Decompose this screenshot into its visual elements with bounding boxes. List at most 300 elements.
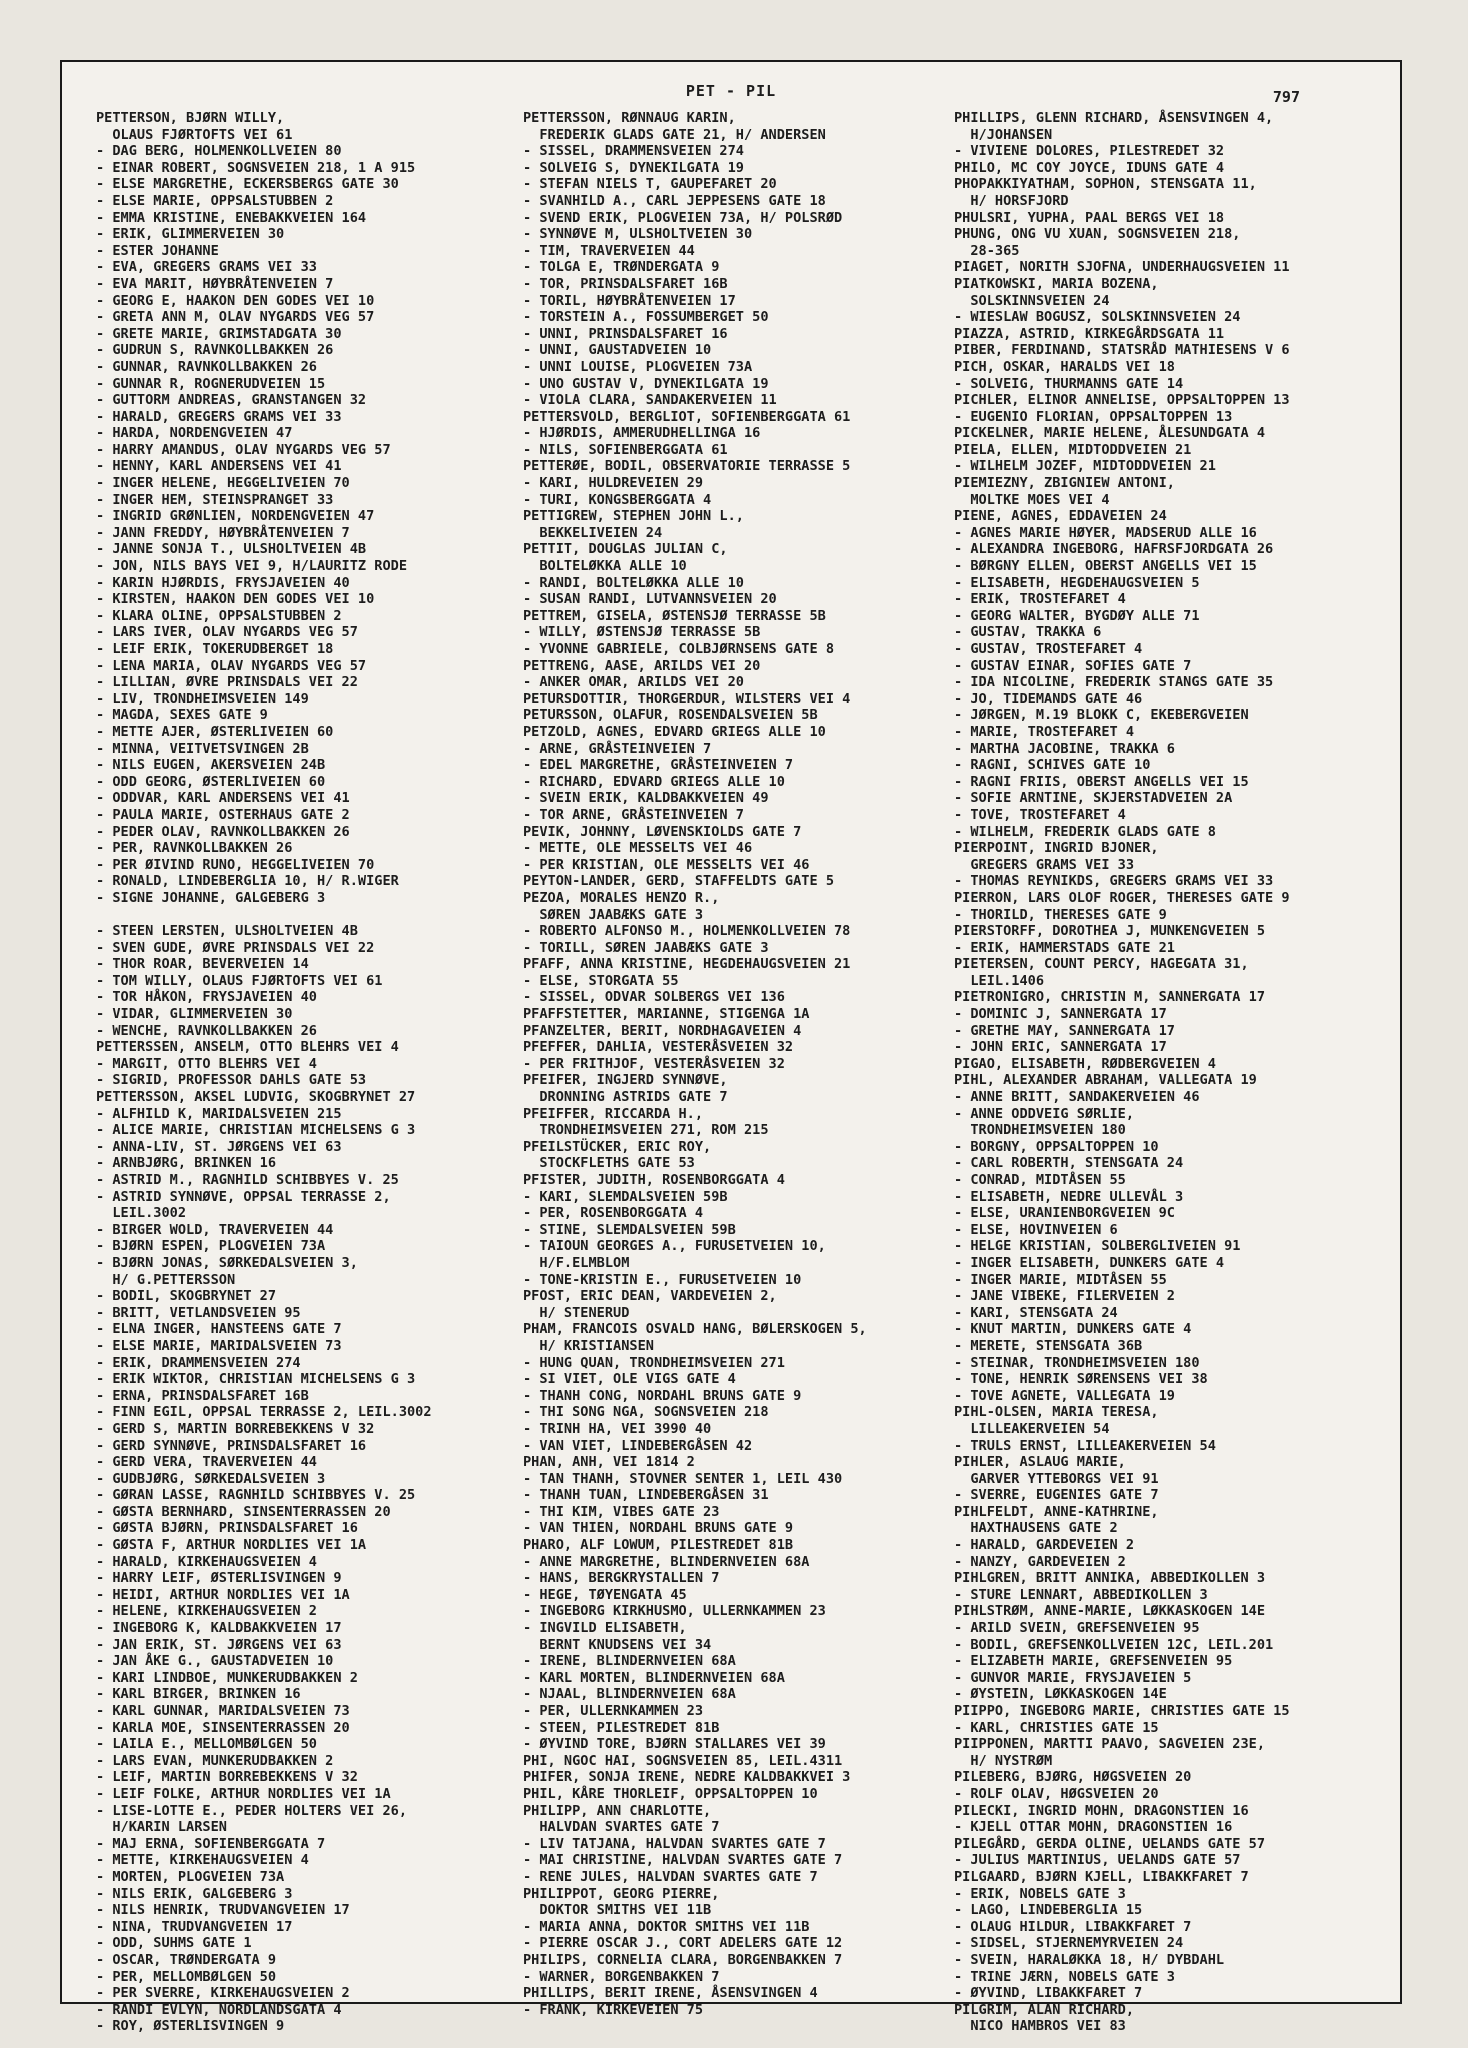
directory-page — [62, 62, 1400, 2035]
directory-entry: - ERIK, GLIMMERVEIEN 30 — [96, 226, 285, 243]
directory-entry: STOCKFLETHS GATE 53 — [523, 1155, 695, 1172]
directory-entry: - WILLY, ØSTENSJØ TERRASSE 5B — [523, 624, 761, 641]
directory-entry: - LIV, TRONDHEIMSVEIEN 149 — [96, 690, 309, 707]
directory-entry: - ALEXANDRA INGEBORG, HAFRSFJORDGATA 26 — [954, 541, 1274, 558]
directory-entry: LILLEAKERVEIEN 54 — [954, 1420, 1110, 1437]
directory-entry: - TORIL, HØYBRÅTENVEIEN 17 — [523, 292, 736, 309]
directory-entry: - GEORG WALTER, BYGDØY ALLE 71 — [954, 607, 1200, 624]
directory-entry: PILECKI, INGRID MOHN, DRAGONSTIEN 16 — [954, 1802, 1249, 1819]
directory-entry: SOLSKINNSVEIEN 24 — [954, 292, 1110, 309]
directory-entry: - MAJ ERNA, SOFIENBERGGATA 7 — [96, 1835, 326, 1852]
directory-entry: - HENNY, KARL ANDERSENS VEI 41 — [96, 458, 342, 475]
directory-entry: - FINN EGIL, OPPSAL TERRASSE 2, LEIL.3002 — [96, 1404, 432, 1421]
directory-entry: PILGRIM, ALAN RICHARD, — [954, 2001, 1135, 2018]
directory-entry: PETTREM, GISELA, ØSTENSJØ TERRASSE 5B — [523, 607, 826, 624]
directory-entry: PIHL, ALEXANDER ABRAHAM, VALLEGATA 19 — [954, 1072, 1257, 1089]
directory-entry: - GERD SYNNØVE, PRINSDALSFARET 16 — [96, 1437, 367, 1454]
directory-entry: - STEEN LERSTEN, ULSHOLTVEIEN 4B — [96, 923, 358, 940]
directory-entry: - TONE-KRISTIN E., FURUSETVEIEN 10 — [523, 1271, 802, 1288]
directory-entry: - GØRAN LASSE, RAGNHILD SCHIBBYES V. 25 — [96, 1487, 416, 1504]
directory-entry: - VIOLA CLARA, SANDAKERVEIEN 11 — [523, 392, 777, 409]
directory-entry: - STEFAN NIELS T, GAUPEFARET 20 — [523, 176, 777, 193]
directory-entry: - THI SONG NGA, SOGNSVEIEN 218 — [523, 1404, 769, 1421]
directory-entry: PHIL, KÅRE THORLEIF, OPPSALTOPPEN 10 — [523, 1785, 818, 1802]
directory-entry: - LARS IVER, OLAV NYGARDS VEG 57 — [96, 624, 358, 641]
directory-entry: - SOLVEIG S, DYNEKILGATA 19 — [523, 159, 744, 176]
directory-entry: - AGNES MARIE HØYER, MADSERUD ALLE 16 — [954, 524, 1257, 541]
directory-entry: - LEIF ERIK, TOKERUDBERGET 18 — [96, 641, 334, 657]
directory-entry: - INGER HELENE, HEGGELIVEIEN 70 — [96, 475, 350, 492]
directory-entry: SØREN JAABÆKS GATE 3 — [523, 906, 704, 923]
directory-entry: - ALICE MARIE, CHRISTIAN MICHELSENS G 3 — [96, 1122, 416, 1139]
directory-entry: - STINE, SLEMDALSVEIEN 59B — [523, 1221, 736, 1238]
directory-entry: BEKKELIVEIEN 24 — [523, 524, 663, 541]
directory-entry: PIHL-OLSEN, MARIA TERESA, — [954, 1404, 1159, 1421]
directory-entry: PETURSSON, OLAFUR, ROSENDALSVEIEN 5B — [523, 707, 818, 724]
directory-entry: - ANNE MARGRETHE, BLINDERNVEIEN 68A — [523, 1553, 810, 1570]
directory-entry: - TOR ARNE, GRÅSTEINVEIEN 7 — [523, 806, 744, 823]
directory-entry: - JANN FREDDY, HØYBRÅTENVEIEN 7 — [96, 524, 350, 541]
directory-entry: - SVERRE, EUGENIES GATE 7 — [954, 1487, 1159, 1504]
directory-entry: - KARI, STENSGATA 24 — [954, 1304, 1118, 1321]
directory-entry: PHAN, ANH, VEI 1814 2 — [523, 1454, 695, 1471]
directory-entry: PHILO, MC COY JOYCE, IDUNS GATE 4 — [954, 159, 1225, 176]
directory-entry: - NILS HENRIK, TRUDVANGVEIEN 17 — [96, 1902, 350, 1919]
directory-entry: - SISSEL, ODVAR SOLBERGS VEI 136 — [523, 989, 785, 1006]
directory-entry: - TRINH HA, VEI 3990 40 — [523, 1420, 712, 1437]
directory-entry: - TOR, PRINSDALSFARET 16B — [523, 275, 728, 292]
directory-entry: - SVEND ERIK, PLOGVEIEN 73A, H/ POLSRØD — [523, 209, 843, 226]
directory-entry: - HELENE, KIRKEHAUGSVEIEN 2 — [96, 1603, 317, 1620]
directory-entry: PETTERSSON, RØNNAUG KARIN, — [523, 110, 736, 126]
directory-entry: - ERIK, NOBELS GATE 3 — [954, 1885, 1126, 1902]
directory-entry: - ELSE, HOVINVEIEN 6 — [954, 1221, 1118, 1238]
directory-entry: PFISTER, JUDITH, ROSENBORGGATA 4 — [523, 1172, 785, 1188]
directory-entry: PIHLER, ASLAUG MARIE, — [954, 1454, 1126, 1471]
directory-entry: - ALFHILD K, MARIDALSVEIEN 215 — [96, 1105, 342, 1122]
directory-entry: - OSCAR, TRØNDERGATA 9 — [96, 1951, 277, 1968]
directory-entry: - MAI CHRISTINE, HALVDAN SVARTES GATE 7 — [523, 1852, 843, 1869]
directory-entry: PFAFFSTETTER, MARIANNE, STIGENGA 1A — [523, 1006, 810, 1023]
directory-entry: - ELSE, URANIENBORGVEIEN 9C — [954, 1205, 1175, 1222]
directory-entry: - SYNNØVE M, ULSHOLTVEIEN 30 — [523, 226, 753, 243]
column-1 — [96, 110, 516, 2035]
directory-entry: - UNNI LOUISE, PLOGVEIEN 73A — [523, 358, 753, 375]
directory-entry: PHILIPS, CORNELIA CLARA, BORGENBAKKEN 7 — [523, 1951, 843, 1968]
directory-entry: - THANH CONG, NORDAHL BRUNS GATE 9 — [523, 1387, 802, 1404]
directory-entry: - METTE, KIRKEHAUGSVEIEN 4 — [96, 1852, 309, 1869]
directory-entry: - HANS, BERGKRYSTALLEN 7 — [523, 1570, 720, 1587]
directory-entry: - PER ØIVIND RUNO, HEGGELIVEIEN 70 — [96, 856, 375, 873]
directory-entry: - GØSTA F, ARTHUR NORDLIES VEI 1A — [96, 1537, 367, 1554]
directory-entry: PETTERSSEN, ANSELM, OTTO BLEHRS VEI 4 — [96, 1039, 399, 1056]
directory-entry: PETTERSON, BJØRN WILLY, — [96, 110, 285, 126]
directory-entry: - GUDRUN S, RAVNKOLLBAKKEN 26 — [96, 342, 334, 359]
directory-entry: - MINNA, VEITVETSVINGEN 2B — [96, 740, 309, 757]
directory-entry: H/ HORSFJORD — [954, 192, 1069, 209]
directory-entry: OLAUS FJØRTOFTS VEI 61 — [96, 126, 293, 143]
directory-entry: - INGER ELISABETH, DUNKERS GATE 4 — [954, 1254, 1225, 1271]
directory-entry: - ARNE, GRÅSTEINVEIEN 7 — [523, 740, 712, 757]
directory-entry: - LEIF, MARTIN BORREBEKKENS V 32 — [96, 1769, 358, 1786]
directory-entry: - PER SVERRE, KIRKEHAUGSVEIEN 2 — [96, 1985, 350, 2002]
directory-entry: - GERD VERA, TRAVERVEIEN 44 — [96, 1454, 317, 1471]
directory-entry: - HARALD, GREGERS GRAMS VEI 33 — [96, 408, 342, 425]
directory-entry: - THOR ROAR, BEVERVEIEN 14 — [96, 956, 309, 973]
column-3 — [954, 110, 1374, 2035]
directory-entry: PHOPAKKIYATHAM, SOPHON, STENSGATA 11, — [954, 176, 1257, 193]
directory-entry: PIATKOWSKI, MARIA BOZENA, — [954, 275, 1159, 292]
directory-entry: PIHLFELDT, ANNE-KATHRINE, — [954, 1503, 1159, 1520]
directory-entry: PHAM, FRANCOIS OSVALD HANG, BØLERSKOGEN 5, — [523, 1321, 867, 1338]
directory-entry: - PER, MELLOMBØLGEN 50 — [96, 1968, 277, 1985]
directory-entry: - JAN ERIK, ST. JØRGENS VEI 63 — [96, 1636, 342, 1653]
directory-entry: NICO HAMBROS VEI 83 — [954, 2018, 1126, 2035]
directory-entry: - SVEIN ERIK, KALDBAKKVEIEN 49 — [523, 790, 769, 807]
directory-entry: - ANNE ODDVEIG SØRLIE, — [954, 1105, 1135, 1122]
directory-entry: - HARDA, NORDENGVEIEN 47 — [96, 425, 293, 442]
directory-entry: - NILS ERIK, GALGEBERG 3 — [96, 1885, 293, 1902]
directory-entry: - LILLIAN, ØVRE PRINSDALS VEI 22 — [96, 674, 358, 691]
directory-entry: LEIL.3002 — [96, 1205, 187, 1222]
directory-entry: - YVONNE GABRIELE, COLBJØRNSENS GATE 8 — [523, 641, 834, 657]
directory-entry: - NILS EUGEN, AKERSVEIEN 24B — [96, 757, 326, 774]
directory-entry: - PER, ROSENBORGGATA 4 — [523, 1205, 704, 1222]
directory-entry: - SUSAN RANDI, LUTVANNSVEIEN 20 — [523, 591, 777, 608]
directory-entry: - STEEN, PILESTREDET 81B — [523, 1719, 720, 1736]
directory-entry: PIERPOINT, INGRID BJONER, — [954, 840, 1159, 857]
directory-entry: - GØSTA BERNHARD, SINSENTERRASSEN 20 — [96, 1503, 391, 1520]
directory-entry: - KNUT MARTIN, DUNKERS GATE 4 — [954, 1321, 1192, 1338]
directory-entry: - MORTEN, PLOGVEIEN 73A — [96, 1868, 285, 1885]
directory-entry: 28-365 — [954, 242, 1020, 259]
directory-entry: - MARIE, TROSTEFARET 4 — [954, 723, 1135, 740]
directory-entry: BOLTELØKKA ALLE 10 — [523, 558, 687, 575]
directory-entry: - NILS, SOFIENBERGGATA 61 — [523, 441, 728, 458]
directory-entry: PIETERSEN, COUNT PERCY, HAGEGATA 31, — [954, 956, 1249, 973]
directory-entry: - WILHELM JOZEF, MIDTODDVEIEN 21 — [954, 458, 1216, 475]
directory-entry: - TAN THANH, STOVNER SENTER 1, LEIL 430 — [523, 1470, 843, 1487]
directory-entry: - SISSEL, DRAMMENSVEIEN 274 — [523, 143, 744, 160]
directory-entry: - HEGE, TØYENGATA 45 — [523, 1586, 687, 1603]
column-gap — [96, 907, 516, 924]
directory-entry: - BORGNY, OPPSALTOPPEN 10 — [954, 1138, 1159, 1155]
directory-entry: DRONNING ASTRIDS GATE 7 — [523, 1089, 728, 1106]
directory-entry: - SOLVEIG, THURMANNS GATE 14 — [954, 375, 1184, 392]
directory-entry: - ERIK WIKTOR, CHRISTIAN MICHELSENS G 3 — [96, 1371, 416, 1388]
directory-entry: HALVDAN SVARTES GATE 7 — [523, 1819, 720, 1836]
directory-entry: - EMMA KRISTINE, ENEBAKKVEIEN 164 — [96, 209, 367, 226]
directory-entry: PIENE, AGNES, EDDAVEIEN 24 — [954, 508, 1167, 525]
directory-entry: PHIFER, SONJA IRENE, NEDRE KALDBAKKVEI 3 — [523, 1769, 851, 1786]
directory-entry: H/ G.PETTERSSON — [96, 1271, 236, 1288]
directory-entry: - FRANK, KIRKEVEIEN 75 — [523, 2001, 704, 2018]
directory-entry: - TIM, TRAVERVEIEN 44 — [523, 242, 695, 259]
directory-entry: - ØYVIND, LIBAKKFARET 7 — [954, 1985, 1143, 2002]
directory-entry: - EDEL MARGRETHE, GRÅSTEINVEIEN 7 — [523, 757, 794, 774]
directory-entry: - MARTHA JACOBINE, TRAKKA 6 — [954, 740, 1175, 757]
directory-entry: PETTIGREW, STEPHEN JOHN L., — [523, 508, 744, 525]
directory-entry: PFEIFER, INGJERD SYNNØVE, — [523, 1072, 728, 1089]
directory-entry: - ANKER OMAR, ARILDS VEI 20 — [523, 674, 744, 691]
directory-entry: - ØYVIND TORE, BJØRN STALLARES VEI 39 — [523, 1736, 826, 1753]
directory-entry: - GRETHE MAY, SANNERGATA 17 — [954, 1022, 1175, 1039]
directory-entry: - GUSTAV, TROSTEFARET 4 — [954, 641, 1143, 657]
directory-entry: - METTE, OLE MESSELTS VEI 46 — [523, 840, 753, 857]
directory-entry: - TOVE AGNETE, VALLEGATA 19 — [954, 1387, 1175, 1404]
directory-entry: - WIESLAW BOGUSZ, SOLSKINNSVEIEN 24 — [954, 309, 1241, 326]
directory-entry: - RENE JULES, HALVDAN SVARTES GATE 7 — [523, 1868, 818, 1885]
directory-entry: - EVA, GREGERS GRAMS VEI 33 — [96, 259, 317, 276]
directory-entry: - BJØRN ESPEN, PLOGVEIEN 73A — [96, 1238, 326, 1255]
directory-entry: - ELSE MARIE, OPPSALSTUBBEN 2 — [96, 192, 334, 209]
directory-entry: H/F.ELMBLOM — [523, 1254, 630, 1271]
directory-entry: GARVER YTTEBORGS VEI 91 — [954, 1470, 1159, 1487]
directory-entry: PFEIFFER, RICCARDA H., — [523, 1105, 704, 1122]
directory-entry: - HARALD, GARDEVEIEN 2 — [954, 1537, 1135, 1554]
directory-entry: - WENCHE, RAVNKOLLBAKKEN 26 — [96, 1022, 317, 1039]
directory-entry: - TORILL, SØREN JAABÆKS GATE 3 — [523, 939, 769, 956]
directory-entry: - BRITT, VETLANDSVEIEN 95 — [96, 1304, 301, 1321]
directory-entry: H/JOHANSEN — [954, 126, 1053, 143]
directory-entry: - KARI, SLEMDALSVEIEN 59B — [523, 1188, 728, 1205]
directory-entry: - HARRY LEIF, ØSTERLISVINGEN 9 — [96, 1570, 342, 1587]
directory-entry: MOLTKE MOES VEI 4 — [954, 491, 1110, 508]
directory-entry: - ODD GEORG, ØSTERLIVEIEN 60 — [96, 773, 326, 790]
directory-entry: - ELNA INGER, HANSTEENS GATE 7 — [96, 1321, 342, 1338]
directory-entry: PEYTON-LANDER, GERD, STAFFELDTS GATE 5 — [523, 873, 834, 890]
directory-entry: - MARGIT, OTTO BLEHRS VEI 4 — [96, 1055, 317, 1072]
directory-entry: - THOMAS REYNIKDS, GREGERS GRAMS VEI 33 — [954, 873, 1274, 890]
directory-entry: - TONE, HENRIK SØRENSENS VEI 38 — [954, 1371, 1208, 1388]
directory-entry: - RAGNI, SCHIVES GATE 10 — [954, 757, 1151, 774]
directory-entry: - IDA NICOLINE, FREDERIK STANGS GATE 35 — [954, 674, 1274, 691]
directory-entry: H/KARIN LARSEN — [96, 1819, 227, 1836]
directory-entry: - RANDI, BOLTELØKKA ALLE 10 — [523, 574, 744, 591]
directory-entry: - PAULA MARIE, OSTERHAUS GATE 2 — [96, 806, 350, 823]
directory-entry: PHARO, ALF LOWUM, PILESTREDET 81B — [523, 1537, 794, 1554]
directory-entry: - STURE LENNART, ABBEDIKOLLEN 3 — [954, 1586, 1208, 1603]
directory-entry: - RICHARD, EDVARD GRIEGS ALLE 10 — [523, 773, 785, 790]
directory-entry: - LEIF FOLKE, ARTHUR NORDLIES VEI 1A — [96, 1785, 391, 1802]
directory-entry: PHUNG, ONG VU XUAN, SOGNSVEIEN 218, — [954, 226, 1241, 243]
directory-entry: - ODDVAR, KARL ANDERSENS VEI 41 — [96, 790, 350, 807]
directory-entry: PIEMIEZNY, ZBIGNIEW ANTONI, — [954, 475, 1175, 492]
directory-entry: - GUNNAR R, ROGNERUDVEIEN 15 — [96, 375, 326, 392]
directory-entry: - CARL ROBERTH, STENSGATA 24 — [954, 1155, 1184, 1172]
directory-entry: - MAGDA, SEXES GATE 9 — [96, 707, 268, 724]
directory-entry: - ODD, SUHMS GATE 1 — [96, 1935, 252, 1952]
directory-entry: - BØRGNY ELLEN, OBERST ANGELLS VEI 15 — [954, 558, 1257, 575]
directory-entry: - SVANHILD A., CARL JEPPESENS GATE 18 — [523, 192, 826, 209]
directory-entry: PIGAO, ELISABETH, RØDBERGVEIEN 4 — [954, 1055, 1216, 1072]
directory-entry: - KIRSTEN, HAAKON DEN GODES VEI 10 — [96, 591, 375, 608]
directory-entry: - NJAAL, BLINDERNVEIEN 68A — [523, 1686, 736, 1703]
directory-entry: - GRETE MARIE, GRIMSTADGATA 30 — [96, 325, 342, 342]
directory-entry: - UNO GUSTAV V, DYNEKILGATA 19 — [523, 375, 769, 392]
directory-entry: - WARNER, BORGENBAKKEN 7 — [523, 1968, 720, 1985]
directory-entry: - EVA MARIT, HØYBRÅTENVEIEN 7 — [96, 275, 334, 292]
directory-entry: PETTIT, DOUGLAS JULIAN C, — [523, 541, 728, 558]
directory-entry: - INGER MARIE, MIDTÅSEN 55 — [954, 1271, 1167, 1288]
directory-entry: PHILLIPS, GLENN RICHARD, ÅSENSVINGEN 4, — [954, 110, 1274, 126]
directory-entry: - HJØRDIS, AMMERUDHELLINGA 16 — [523, 425, 761, 442]
directory-entry: - TURI, KONGSBERGGATA 4 — [523, 491, 712, 508]
directory-entry: - VIDAR, GLIMMERVEIEN 30 — [96, 1006, 293, 1023]
directory-entry: - LAILA E., MELLOMBØLGEN 50 — [96, 1736, 317, 1753]
directory-entry: - ANNA-LIV, ST. JØRGENS VEI 63 — [96, 1138, 342, 1155]
directory-entry: - GØSTA BJØRN, PRINSDALSFARET 16 — [96, 1520, 358, 1537]
directory-entry: - ELSE MARIE, MARIDALSVEIEN 73 — [96, 1337, 342, 1354]
directory-entry: - BJØRN JONAS, SØRKEDALSVEIEN 3, — [96, 1254, 358, 1271]
directory-entry: PIIPPO, INGEBORG MARIE, CHRISTIES GATE 15 — [954, 1703, 1290, 1719]
directory-entry: - BODIL, GREFSENKOLLVEIEN 12C, LEIL.201 — [954, 1636, 1274, 1653]
directory-entry: - ANNE BRITT, SANDAKERVEIEN 46 — [954, 1089, 1200, 1106]
directory-entry: PIIPPONEN, MARTTI PAAVO, SAGVEIEN 23E, — [954, 1736, 1265, 1753]
directory-entry: - MARIA ANNA, DOKTOR SMITHS VEI 11B — [523, 1918, 810, 1935]
directory-entry: - PER KRISTIAN, OLE MESSELTS VEI 46 — [523, 856, 810, 873]
directory-entry: PFOST, ERIC DEAN, VARDEVEIEN 2, — [523, 1288, 777, 1305]
directory-entry: - TOLGA E, TRØNDERGATA 9 — [523, 259, 720, 276]
directory-entry: - INGVILD ELISABETH, — [523, 1620, 687, 1637]
directory-entry: PHILIPP, ANN CHARLOTTE, — [523, 1802, 712, 1819]
directory-entry: - TORSTEIN A., FOSSUMBERGET 50 — [523, 309, 769, 326]
directory-entry: LEIL.1406 — [954, 972, 1045, 989]
directory-entry: - WILHELM, FREDERIK GLADS GATE 8 — [954, 823, 1216, 840]
directory-entry: - VAN VIET, LINDEBERGÅSEN 42 — [523, 1437, 753, 1454]
directory-entry: - RAGNI FRIIS, OBERST ANGELLS VEI 15 — [954, 773, 1249, 790]
directory-entry: PICKELNER, MARIE HELENE, ÅLESUNDGATA 4 — [954, 425, 1265, 442]
directory-entry: PIAGET, NORITH SJOFNA, UNDERHAUGSVEIEN 11 — [954, 259, 1290, 276]
directory-entry: - GERD S, MARTIN BORREBEKKENS V 32 — [96, 1420, 375, 1437]
directory-entry: PETTERSVOLD, BERGLIOT, SOFIENBERGGATA 61 — [523, 408, 851, 425]
directory-entry: - ERIK, TROSTEFARET 4 — [954, 591, 1126, 608]
directory-entry: - PER FRITHJOF, VESTERÅSVEIEN 32 — [523, 1055, 785, 1072]
directory-entry: - UNNI, PRINSDALSFARET 16 — [523, 325, 728, 342]
directory-entry: - GUTTORM ANDREAS, GRANSTANGEN 32 — [96, 392, 367, 409]
directory-entry: - STEINAR, TRONDHEIMSVEIEN 180 — [954, 1354, 1200, 1371]
directory-entry: BERNT KNUDSENS VEI 34 — [523, 1636, 712, 1653]
directory-entry: - TOVE, TROSTEFARET 4 — [954, 806, 1126, 823]
directory-entry: - KARI LINDBOE, MUNKERUDBAKKEN 2 — [96, 1669, 358, 1686]
directory-entry: - KLARA OLINE, OPPSALSTUBBEN 2 — [96, 607, 342, 624]
directory-entry: - GEORG E, HAAKON DEN GODES VEI 10 — [96, 292, 375, 309]
directory-entry: - ELSE, STORGATA 55 — [523, 972, 679, 989]
directory-entry: - CONRAD, MIDTÅSEN 55 — [954, 1172, 1126, 1188]
directory-entry: - INGEBORG K, KALDBAKKVEIEN 17 — [96, 1620, 342, 1637]
directory-entry: - EUGENIO FLORIAN, OPPSALTOPPEN 13 — [954, 408, 1233, 425]
directory-entry: - PIERRE OSCAR J., CORT ADELERS GATE 12 — [523, 1935, 843, 1952]
directory-entry: PFANZELTER, BERIT, NORDHAGAVEIEN 4 — [523, 1022, 802, 1039]
directory-entry: - INGER HEM, STEINSPRANGET 33 — [96, 491, 334, 508]
page-number: 797 — [1272, 88, 1300, 106]
directory-entry: H/ STENERUD — [523, 1304, 630, 1321]
directory-entry: - JON, NILS BAYS VEI 9, H/LAURITZ RODE — [96, 558, 407, 575]
directory-entry: PILEGÅRD, GERDA OLINE, UELANDS GATE 57 — [954, 1835, 1265, 1852]
directory-entry: - THORILD, THERESES GATE 9 — [954, 906, 1167, 923]
directory-entry: PIERSTORFF, DOROTHEA J, MUNKENGVEIEN 5 — [954, 923, 1265, 940]
directory-entry: - SIGRID, PROFESSOR DAHLS GATE 53 — [96, 1072, 367, 1089]
directory-entry: H/ KRISTIANSEN — [523, 1337, 654, 1354]
directory-entry: - GUNVOR MARIE, FRYSJAVEIEN 5 — [954, 1669, 1192, 1686]
directory-entry: - ERNA, PRINSDALSFARET 16B — [96, 1387, 309, 1404]
directory-entry: - GUSTAV EINAR, SOFIES GATE 7 — [954, 657, 1192, 674]
directory-entry: - KARIN HJØRDIS, FRYSJAVEIEN 40 — [96, 574, 350, 591]
directory-entry: - LISE-LOTTE E., PEDER HOLTERS VEI 26, — [96, 1802, 407, 1819]
directory-entry: - JØRGEN, M.19 BLOKK C, EKEBERGVEIEN — [954, 707, 1249, 724]
directory-entry: - GUDBJØRG, SØRKEDALSVEIEN 3 — [96, 1470, 326, 1487]
directory-entry: - NINA, TRUDVANGVEIEN 17 — [96, 1918, 293, 1935]
directory-entry: - KARL BIRGER, BRINKEN 16 — [96, 1686, 301, 1703]
directory-entry: PHILLIPS, BERIT IRENE, ÅSENSVINGEN 4 — [523, 1985, 818, 2002]
directory-entry: - LARS EVAN, MUNKERUDBAKKEN 2 — [96, 1752, 334, 1769]
directory-entry: - HARALD, KIRKEHAUGSVEIEN 4 — [96, 1553, 317, 1570]
directory-entry: - LENA MARIA, OLAV NYGARDS VEG 57 — [96, 657, 367, 674]
directory-entry: - INGRID GRØNLIEN, NORDENGVEIEN 47 — [96, 508, 375, 525]
directory-entry: - BODIL, SKOGBRYNET 27 — [96, 1288, 277, 1305]
directory-entry: PEVIK, JOHNNY, LØVENSKIOLDS GATE 7 — [523, 823, 802, 840]
directory-entry: - ØYSTEIN, LØKKASKOGEN 14E — [954, 1686, 1167, 1703]
directory-entry: - OLAUG HILDUR, LIBAKKFARET 7 — [954, 1918, 1192, 1935]
directory-entry: - KARL GUNNAR, MARIDALSVEIEN 73 — [96, 1703, 350, 1719]
directory-entry: - SIGNE JOHANNE, GALGEBERG 3 — [96, 889, 326, 906]
directory-entry: - JANNE SONJA T., ULSHOLTVEIEN 4B — [96, 541, 367, 558]
directory-entry: - ELISABETH, NEDRE ULLEVÅL 3 — [954, 1188, 1184, 1205]
directory-entry: - ERIK, DRAMMENSVEIEN 274 — [96, 1354, 301, 1371]
directory-entry: - PEDER OLAV, RAVNKOLLBAKKEN 26 — [96, 823, 350, 840]
directory-entry: - SIDSEL, STJERNEMYRVEIEN 24 — [954, 1935, 1184, 1952]
directory-entry: - SOFIE ARNTINE, SKJERSTADVEIEN 2A — [954, 790, 1233, 807]
directory-entry: - GUSTAV, TRAKKA 6 — [954, 624, 1102, 641]
directory-entry: PIHLGREN, BRITT ANNIKA, ABBEDIKOLLEN 3 — [954, 1570, 1265, 1587]
directory-entry: - KJELL OTTAR MOHN, DRAGONSTIEN 16 — [954, 1819, 1233, 1836]
directory-entry: FREDERIK GLADS GATE 21, H/ ANDERSEN — [523, 126, 826, 143]
directory-entry: TRONDHEIMSVEIEN 271, ROM 215 — [523, 1122, 769, 1139]
directory-entry: - ESTER JOHANNE — [96, 242, 219, 259]
directory-entry: - RANDI EVLYN, NORDLANDSGATA 4 — [96, 2001, 342, 2018]
directory-entry: - NANZY, GARDEVEIEN 2 — [954, 1553, 1126, 1570]
directory-entry: - EINAR ROBERT, SOGNSVEIEN 218, 1 A 915 — [96, 159, 416, 176]
directory-entry: PETTRENG, AASE, ARILDS VEI 20 — [523, 657, 761, 674]
directory-entry: - SVEIN, HARALØKKA 18, H/ DYBDAHL — [954, 1951, 1225, 1968]
directory-entry: - UNNI, GAUSTADVEIEN 10 — [523, 342, 712, 359]
directory-entry: - ELSE MARGRETHE, ECKERSBERGS GATE 30 — [96, 176, 399, 193]
directory-entry: PILGAARD, BJØRN KJELL, LIBAKKFARET 7 — [954, 1868, 1249, 1885]
directory-entry: PIHLSTRØM, ANNE-MARIE, LØKKASKOGEN 14E — [954, 1603, 1265, 1620]
directory-entry: - ROBERTO ALFONSO M., HOLMENKOLLVEIEN 78 — [523, 923, 851, 940]
directory-entry: - IRENE, BLINDERNVEIEN 68A — [523, 1653, 736, 1670]
directory-entry: - SI VIET, OLE VIGS GATE 4 — [523, 1371, 736, 1388]
directory-entry: - METTE AJER, ØSTERLIVEIEN 60 — [96, 723, 334, 740]
directory-entry: PHI, NGOC HAI, SOGNSVEIEN 85, LEIL.4311 — [523, 1752, 843, 1769]
directory-entry: PETTERSSON, AKSEL LUDVIG, SKOGBRYNET 27 — [96, 1089, 416, 1106]
directory-entry: - THANH TUAN, LINDEBERGÅSEN 31 — [523, 1487, 769, 1504]
directory-entry: - LAGO, LINDEBERGLIA 15 — [954, 1902, 1143, 1919]
directory-entry: - ARILD SVEIN, GREFSENVEIEN 95 — [954, 1620, 1200, 1637]
directory-entry: - DOMINIC J, SANNERGATA 17 — [954, 1006, 1167, 1023]
directory-entry: - ASTRID SYNNØVE, OPPSAL TERRASSE 2, — [96, 1188, 391, 1205]
directory-entry: - PER, RAVNKOLLBAKKEN 26 — [96, 840, 293, 857]
directory-entry: - ELIZABETH MARIE, GREFSENVEIEN 95 — [954, 1653, 1233, 1670]
directory-entry: - KARI, HULDREVEIEN 29 — [523, 475, 704, 492]
directory-entry: - JULIUS MARTINIUS, UELANDS GATE 57 — [954, 1852, 1241, 1869]
directory-entry: PIETRONIGRO, CHRISTIN M, SANNERGATA 17 — [954, 989, 1265, 1006]
directory-entry: PETZOLD, AGNES, EDVARD GRIEGS ALLE 10 — [523, 723, 826, 740]
directory-entry: - LIV TATJANA, HALVDAN SVARTES GATE 7 — [523, 1835, 826, 1852]
directory-entry: - TRINE JÆRN, NOBELS GATE 3 — [954, 1968, 1175, 1985]
directory-entry: - VIVIENE DOLORES, PILESTREDET 32 — [954, 143, 1225, 160]
directory-entry: - PER, ULLERNKAMMEN 23 — [523, 1703, 704, 1719]
